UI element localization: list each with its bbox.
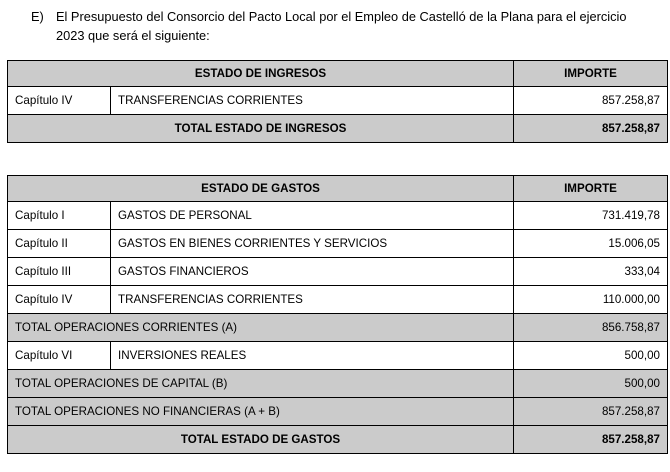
subtotal-amount: 500,00 (514, 370, 668, 398)
header-cell-amount: IMPORTE (514, 176, 668, 202)
table-row (8, 342, 668, 370)
subtotal-amount: 857.258,87 (514, 398, 668, 426)
table-subtotal-row-capital (8, 370, 668, 398)
table-estado-de-ingresos (7, 60, 668, 143)
cell-amount: 15.006,05 (514, 230, 668, 258)
intro-list-marker: E) (31, 9, 44, 24)
cell-description: GASTOS DE PERSONAL (111, 202, 514, 230)
cell-description: TRANSFERENCIAS CORRIENTES (111, 87, 514, 115)
cell-chapter: Capítulo IV (8, 87, 111, 115)
total-amount: 857.258,87 (514, 115, 668, 143)
cell-description: GASTOS FINANCIEROS (111, 258, 514, 286)
table-total-row (8, 426, 668, 454)
cell-description: INVERSIONES REALES (111, 342, 514, 370)
table-header-row (8, 176, 668, 202)
table-header-row (8, 61, 668, 87)
cell-amount: 857.258,87 (514, 87, 668, 115)
subtotal-label: TOTAL OPERACIONES DE CAPITAL (B) (8, 370, 514, 398)
header-cell-title: ESTADO DE INGRESOS (8, 61, 514, 87)
table-subtotal-row-corrientes (8, 314, 668, 342)
cell-amount: 731.419,78 (514, 202, 668, 230)
cell-chapter: Capítulo I (8, 202, 111, 230)
table-row (8, 87, 668, 115)
cell-amount: 333,04 (514, 258, 668, 286)
total-label: TOTAL ESTADO DE GASTOS (8, 426, 514, 454)
table-subtotal-row-no-financieras (8, 398, 668, 426)
table-row (8, 258, 668, 286)
table-estado-de-gastos (7, 175, 668, 454)
cell-description: TRANSFERENCIAS CORRIENTES (111, 286, 514, 314)
cell-chapter: Capítulo VI (8, 342, 111, 370)
subtotal-label: TOTAL OPERACIONES CORRIENTES (A) (8, 314, 514, 342)
intro-paragraph (31, 7, 656, 45)
subtotal-label: TOTAL OPERACIONES NO FINANCIERAS (A + B) (8, 398, 514, 426)
intro-paragraph-text: El Presupuesto del Consorcio del Pacto Local por el Empleo de Castelló de la Plana para el ejercicio 2023 que será el siguiente: (56, 9, 627, 43)
cell-chapter: Capítulo IV (8, 286, 111, 314)
table-row (8, 286, 668, 314)
cell-chapter: Capítulo II (8, 230, 111, 258)
cell-chapter: Capítulo III (8, 258, 111, 286)
subtotal-amount: 856.758,87 (514, 314, 668, 342)
header-cell-amount: IMPORTE (514, 61, 668, 87)
table-total-row (8, 115, 668, 143)
header-cell-title: ESTADO DE GASTOS (8, 176, 514, 202)
total-label: TOTAL ESTADO DE INGRESOS (8, 115, 514, 143)
table-row (8, 230, 668, 258)
cell-description: GASTOS EN BIENES CORRIENTES Y SERVICIOS (111, 230, 514, 258)
total-amount: 857.258,87 (514, 426, 668, 454)
cell-amount: 110.000,00 (514, 286, 668, 314)
cell-amount: 500,00 (514, 342, 668, 370)
table-row (8, 202, 668, 230)
